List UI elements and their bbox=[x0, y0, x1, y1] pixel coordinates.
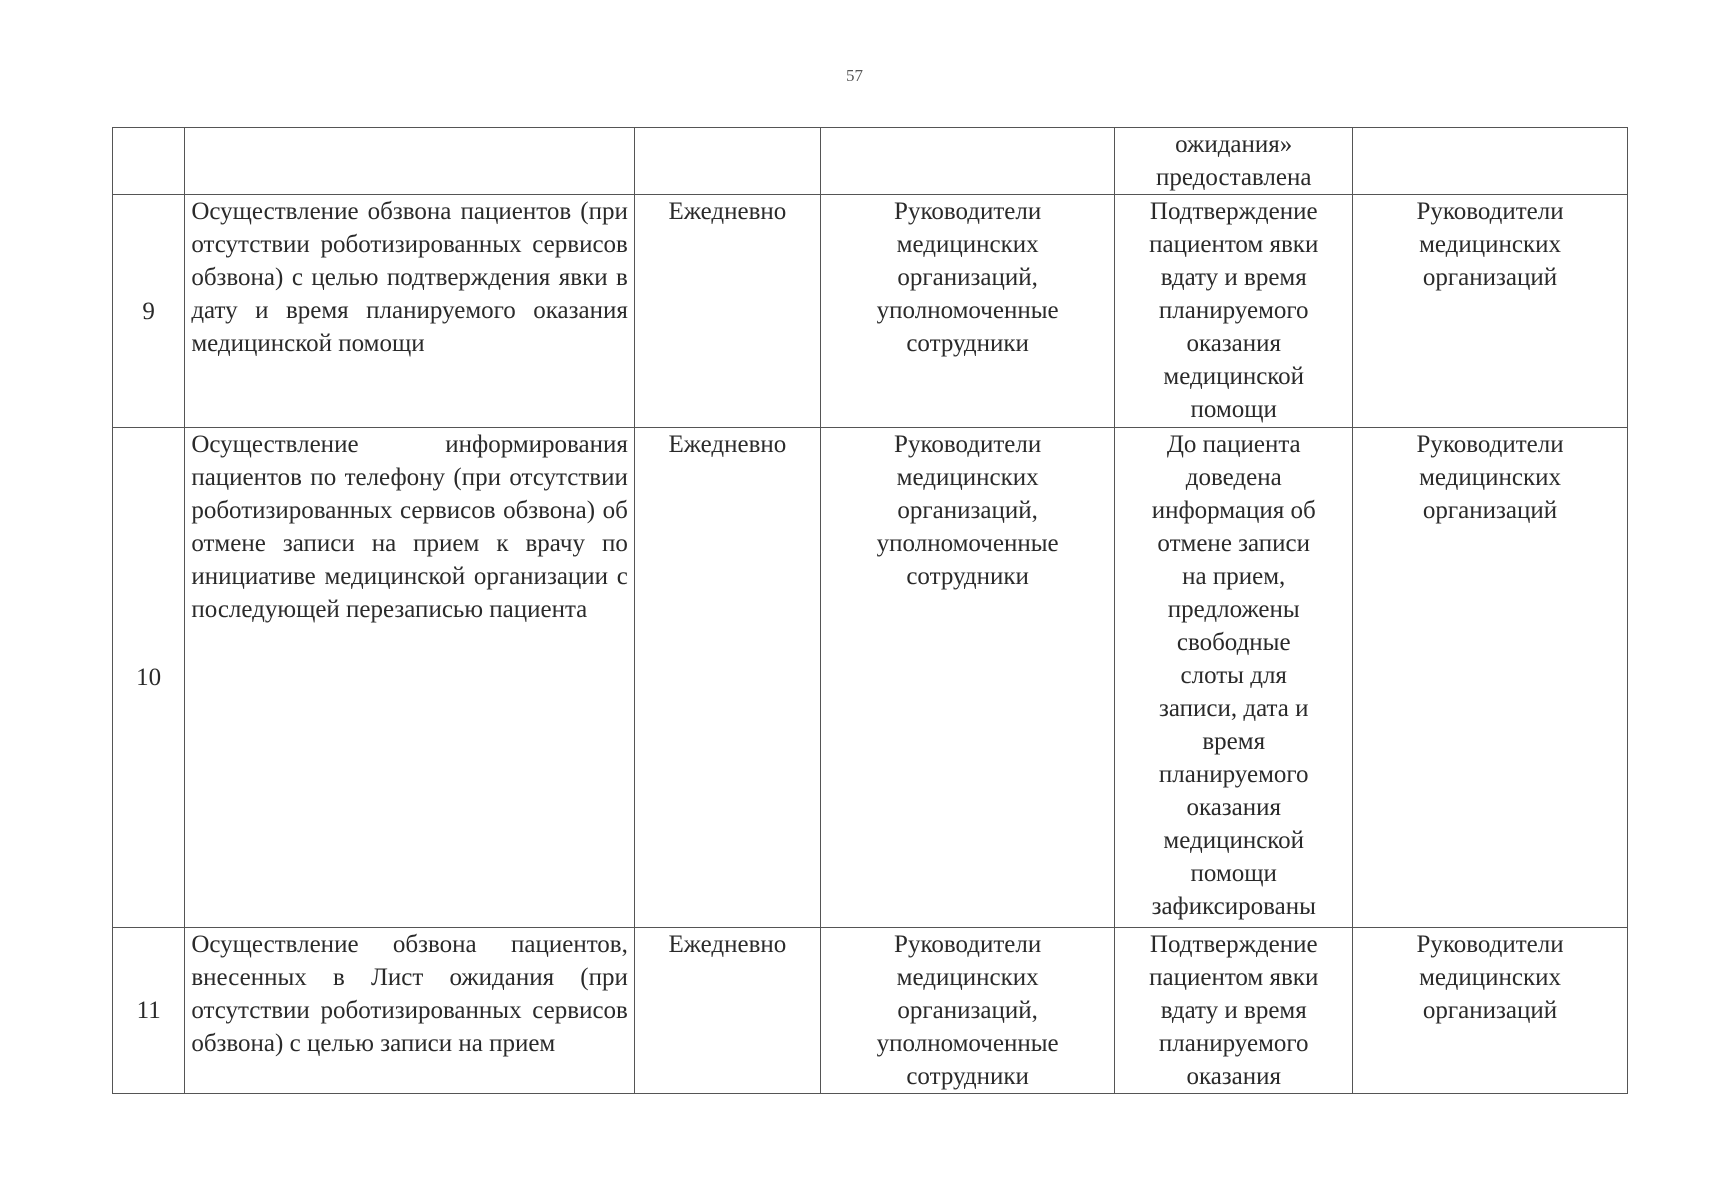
term-cell: Ежедневно bbox=[634, 428, 820, 928]
row-number-cell: 11 bbox=[113, 928, 185, 1094]
result-cell: ожидания» предоставлена bbox=[1115, 128, 1353, 195]
result-cell: До пациента доведена информация об отмене записи на прием, предложены свободные слоты для записи, дата и время планируемого оказания медицинской помощи зафиксированы bbox=[1115, 428, 1353, 928]
task-cell: Осуществление обзвона пациентов (при отсутствии роботизированных сервисов обзвона) с целью подтверждения явки в дату и время планируемого оказания медицинской помощи bbox=[185, 195, 635, 428]
row-number-cell: 9 bbox=[113, 195, 185, 428]
executors-cell: Руководители медицинских организаций, уполномоченные сотрудники bbox=[820, 928, 1115, 1094]
executors-cell bbox=[820, 128, 1115, 195]
executors-cell: Руководители медицинских организаций, уполномоченные сотрудники bbox=[820, 195, 1115, 428]
table-row bbox=[113, 428, 1628, 928]
page-number: 57 bbox=[846, 66, 863, 85]
control-cell bbox=[1353, 128, 1628, 195]
result-cell: Подтверждение пациентом явки вдату и время планируемого оказания медицинской помощи bbox=[1115, 195, 1353, 428]
executors-cell: Руководители медицинских организаций, уполномоченные сотрудники bbox=[820, 428, 1115, 928]
control-cell: Руководители медицинских организаций bbox=[1353, 928, 1628, 1094]
task-cell bbox=[185, 128, 635, 195]
measures-table bbox=[112, 127, 1628, 1094]
task-cell: Осуществление обзвона пациентов, внесенных в Лист ожидания (при отсутствии роботизированных сервисов обзвона) с целью записи на прием bbox=[185, 928, 635, 1094]
term-cell: Ежедневно bbox=[634, 195, 820, 428]
row-number-cell: 10 bbox=[113, 428, 185, 928]
table-row bbox=[113, 128, 1628, 195]
table-row bbox=[113, 928, 1628, 1094]
row-number-cell bbox=[113, 128, 185, 195]
control-cell: Руководители медицинских организаций bbox=[1353, 195, 1628, 428]
term-cell bbox=[634, 128, 820, 195]
term-cell: Ежедневно bbox=[634, 928, 820, 1094]
table-row bbox=[113, 195, 1628, 428]
task-cell: Осуществление информирования пациентов по телефону (при отсутствии роботизированных сервисов обзвона) об отмене записи на прием к врачу по инициативе медицинской организации с последующей перезаписью пациента bbox=[185, 428, 635, 928]
control-cell: Руководители медицинских организаций bbox=[1353, 428, 1628, 928]
result-cell: Подтверждение пациентом явки вдату и время планируемого оказания bbox=[1115, 928, 1353, 1094]
